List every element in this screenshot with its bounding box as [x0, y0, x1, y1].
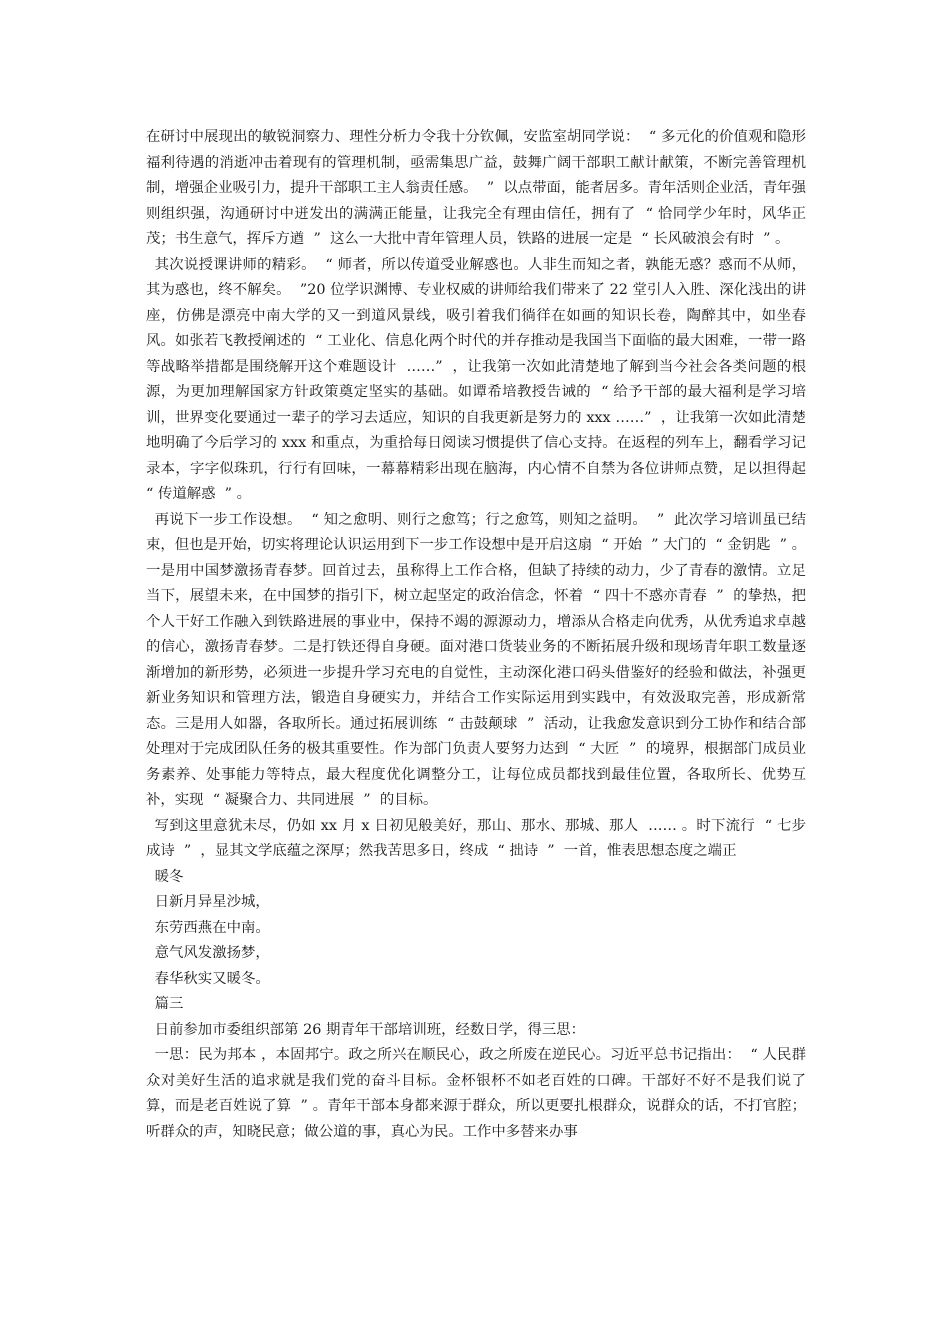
poem-line-2: 东劳西燕在中南。: [154, 919, 270, 936]
document-page: [146, 125, 816, 1145]
poem: [146, 865, 806, 993]
closing-paragraph-2: 一思：民为邦本 ，本固邦宁。政之所兴在顺民心，政之所废在逆民心。习近平总书记指出： “ 人民群众对美好生活的追求就是我们党的奋斗目标。金杯银杯不如老百姓的口碑。干部好不好不是我们说了算，而是老百姓说了算 ” 。青年干部本身都来源于群众，所以更要扎根群众，说群众的话，不打官腔；听群众的声，知晓民意；做公道的事，真心为民。工作中多替来办事: [146, 1047, 806, 1140]
closing-paragraph-1: 日前参加市委组织部第 26 期青年干部培训班，经数日学，得三思：: [154, 1021, 586, 1038]
paragraph-4: 写到这里意犹未尽，仍如 xx 月 x 日初见般美好，那山、那水、那城、那人 …… 。时下流行 “ 七步成诗 ” ，显其文学底蕴之深厚；然我苦思多日，终成 “ 拙诗 ” 一首，惟表思想态度之端正: [146, 817, 806, 859]
section-heading: 篇三: [154, 996, 184, 1012]
poem-title: 暖冬: [154, 868, 184, 885]
poem-line-4: 春华秋实又暖冬。: [154, 970, 270, 987]
poem-line-1: 日新月异星沙城，: [154, 894, 270, 910]
poem-line-3: 意气风发激扬梦，: [154, 945, 270, 961]
paragraph-3: 再说下一步工作设想。 “ 知之愈明、则行之愈笃；行之愈笃，则知之益明。 ” 此次学习培训虽已结束，但也是开始，切实将理论认识运用到下一步工作设想中是开启这扇 “ 开始 ” 大门的 “ 金钥匙 ” 。一是用中国梦激扬青春梦。回首过去，虽称得上工作合格，但缺了持续的动力，少了青春的激情。立足当下，展望未来，在中国梦的指引下，树立起坚定的政治信念，怀着 “ 四十不惑亦青春 ” 的挚热，把个人干好工作融入到铁路进展的事业中，保持不竭的源源动力，增添从合格走向优秀，从优秀追求卓越的信心，激扬青春梦。二是打铁还得自身硬。面对港口货装业务的不断拓展升级和现场青年职工数量逐渐增加的新形势，必须进一步提升学习充电的自觉性，主动深化港口码头借鉴好的经验和做法，补强更新业务知识和管理方法，锻造自身硬实力，并结合工作实际运用到实践中，有效汲取完善，形成新常态。三是用人如器，各取所长。通过拓展训练 “ 击鼓颠球 ” 活动，让我愈发意识到分工协作和结合部处理对于完成团队任务的极其重要性。作为部门负责人要努力达到 “ 大匠 ” 的境界，根据部门成员业务素养、处事能力等特点，最大程度优化调整分工，让每位成员都找到最佳位置，各取所长、优势互补，实现 “ 凝聚合力、共同进展 ” 的目标。: [146, 511, 806, 808]
paragraph-2: 其次说授课讲师的精彩。 “ 师者，所以传道受业解惑也。人非生而知之者，孰能无惑？惑而不从师，其为惑也，终不解矣。 ”20 位学识渊博、专业权威的讲师给我们带来了 22 堂引人入胜、深化浅出的讲座，仿佛是漂亮中南大学的又一到道风景线，吸引着我们徜徉在如画的知识长卷，陶醉其中，如坐春风。如张若飞教授阐述的 “ 工业化、信息化两个时代的并存推动是我国当下面临的最大困难，一带一路等战略举措都是围绕解开这个难题设计 ……” ，让我第一次如此清楚地了解到当今社会各类问题的根源，为更加理解国家方针政策奠定坚实的基础。如谭希培教授告诫的 “ 给予干部的最大福利是学习培训，世界变化要通过一辈子的学习去适应，知识的自我更新是努力的 xxx ……” ，让我第一次如此清楚地明确了今后学习的 xxx 和重点，为重拾每日阅读习惯提供了信心支持。在返程的列车上，翻看学习记录本，字字似珠玑，行行有回味，一幕幕精彩出现在脑海，内心情不自禁为各位讲师点赞，足以担得起 “ 传道解惑 ” 。: [146, 256, 816, 502]
paragraph-1: 在研讨中展现出的敏锐洞察力、理性分析力令我十分钦佩，安监室胡同学说： “ 多元化的价值观和隐形福利待遇的消逝冲击着现有的管理机制，亟需集思广益，鼓舞广阔干部职工献计献策，不断完善管理机制，增强企业吸引力，提升干部职工主人翁责任感。 ” 以点带面，能者居多。青年活则企业活，青年强则组织强，沟通研讨中迸发出的满满正能量，让我完全有理由信任，拥有了 “ 恰同学少年时，风华正茂；书生意气，挥斥方遒 ” 这么一大批中青年管理人员，铁路的进展一定是 “ 长风破浪会有时 ” 。: [146, 129, 806, 247]
